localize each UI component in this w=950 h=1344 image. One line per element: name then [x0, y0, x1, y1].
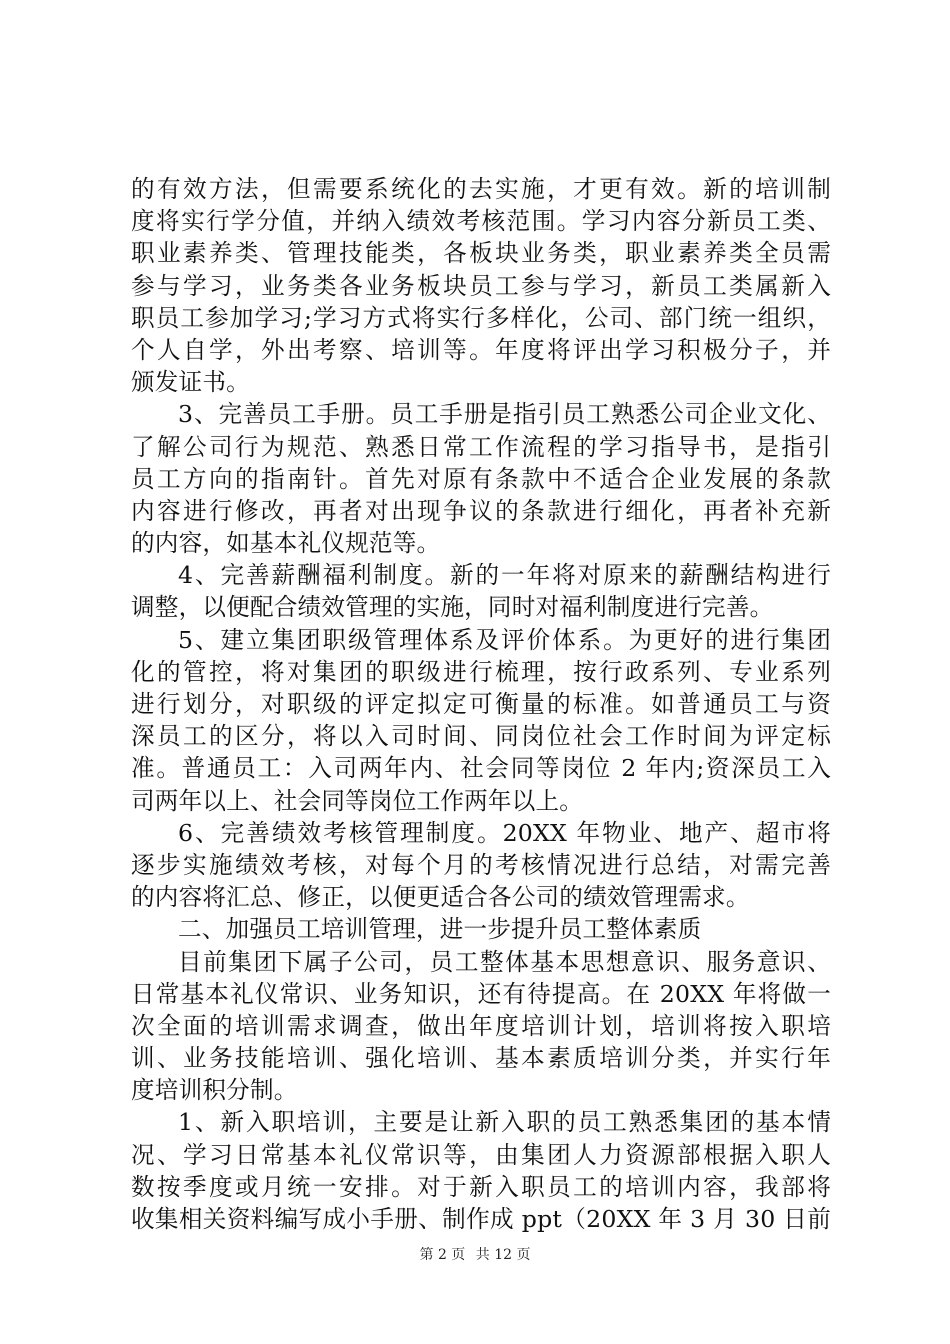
text-line: 员工方向的指南针。首先对原有条款中不适合企业发展的条款 — [131, 464, 831, 493]
text-line: 深员工的区分，将以入司时间、同岗位社会工作时间为评定标 — [131, 722, 831, 751]
text-line: 目前集团下属子公司，员工整体基本思想意识、服务意识、 — [178, 947, 831, 976]
text-line: 6、完善绩效考核管理制度。20XX 年物业、地产、超市将 — [178, 818, 831, 847]
text-line: 职业素养类、管理技能类，各板块业务类，职业素养类全员需 — [131, 239, 831, 268]
text-line: 训、业务技能培训、强化培训、基本素质培训分类，并实行年 — [131, 1044, 831, 1073]
document-body — [131, 173, 831, 1235]
text-line: 收集相关资料编写成小手册、制作成 ppt（20XX 年 3 月 30 日前 — [131, 1205, 831, 1233]
text-line: 内容进行修改，再者对出现争议的条款进行细化，再者补充新 — [131, 496, 831, 525]
text-line: 1、新入职培训，主要是让新入职的员工熟悉集团的基本情 — [178, 1108, 831, 1137]
text-line: 况、学习日常基本礼仪常识等，由集团人力资源部根据入职人 — [131, 1140, 831, 1169]
text-line: 进行划分，对职级的评定拟定可衡量的标准。如普通员工与资 — [131, 690, 831, 718]
text-line: 的有效方法，但需要系统化的去实施，才更有效。新的培训制 — [131, 175, 831, 203]
text-line: 准。普通员工：入司两年内、社会同等岗位 2 年内;资深员工入 — [131, 754, 831, 783]
text-line: 4、完善薪酬福利制度。新的一年将对原来的薪酬结构进行 — [178, 561, 831, 590]
text-line: 度将实行学分值，并纳入绩效考核范围。学习内容分新员工类、 — [131, 207, 831, 236]
text-line: 参与学习，业务类各业务板块员工参与学习，新员工类属新入 — [131, 271, 831, 300]
text-line: 了解公司行为规范、熟悉日常工作流程的学习指导书，是指引 — [131, 432, 831, 461]
text-line: 二、加强员工培训管理，进一步提升员工整体素质 — [178, 915, 702, 944]
text-line: 数按季度或月统一安排。对于新入职员工的培训内容，我部将 — [131, 1172, 831, 1201]
text-line: 司两年以上、社会同等岗位工作两年以上。 — [131, 786, 584, 815]
text-line: 逐步实施绩效考核，对每个月的考核情况进行总结，对需完善 — [131, 850, 831, 879]
text-line: 度培训积分制。 — [131, 1076, 298, 1105]
text-line: 调整，以便配合绩效管理的实施，同时对福利制度进行完善。 — [131, 593, 774, 622]
text-line: 的内容，如基本礼仪规范等。 — [131, 529, 441, 558]
text-line: 5、建立集团职级管理体系及评价体系。为更好的进行集团 — [178, 625, 831, 654]
text-line: 次全面的培训需求调查，做出年度培训计划，培训将按入职培 — [131, 1011, 831, 1040]
page-footer — [0, 1244, 950, 1264]
text-line: 化的管控，将对集团的职级进行梳理，按行政系列、专业系列 — [131, 657, 831, 686]
text-line: 3、完善员工手册。员工手册是指引员工熟悉公司企业文化、 — [178, 400, 831, 429]
page-number: 第 2 页 — [419, 1247, 466, 1263]
text-line: 颁发证书。 — [131, 368, 250, 397]
text-line: 的内容将汇总、修正，以便更适合各公司的绩效管理需求。 — [131, 883, 750, 912]
page-total: 共 12 页 — [475, 1247, 531, 1263]
text-line: 个人自学，外出考察、培训等。年度将评出学习积极分子，并 — [131, 335, 831, 364]
text-line: 职员工参加学习;学习方式将实行多样化，公司、部门统一组织， — [131, 303, 831, 332]
text-line: 日常基本礼仪常识、业务知识，还有待提高。在 20XX 年将做一 — [131, 979, 831, 1008]
